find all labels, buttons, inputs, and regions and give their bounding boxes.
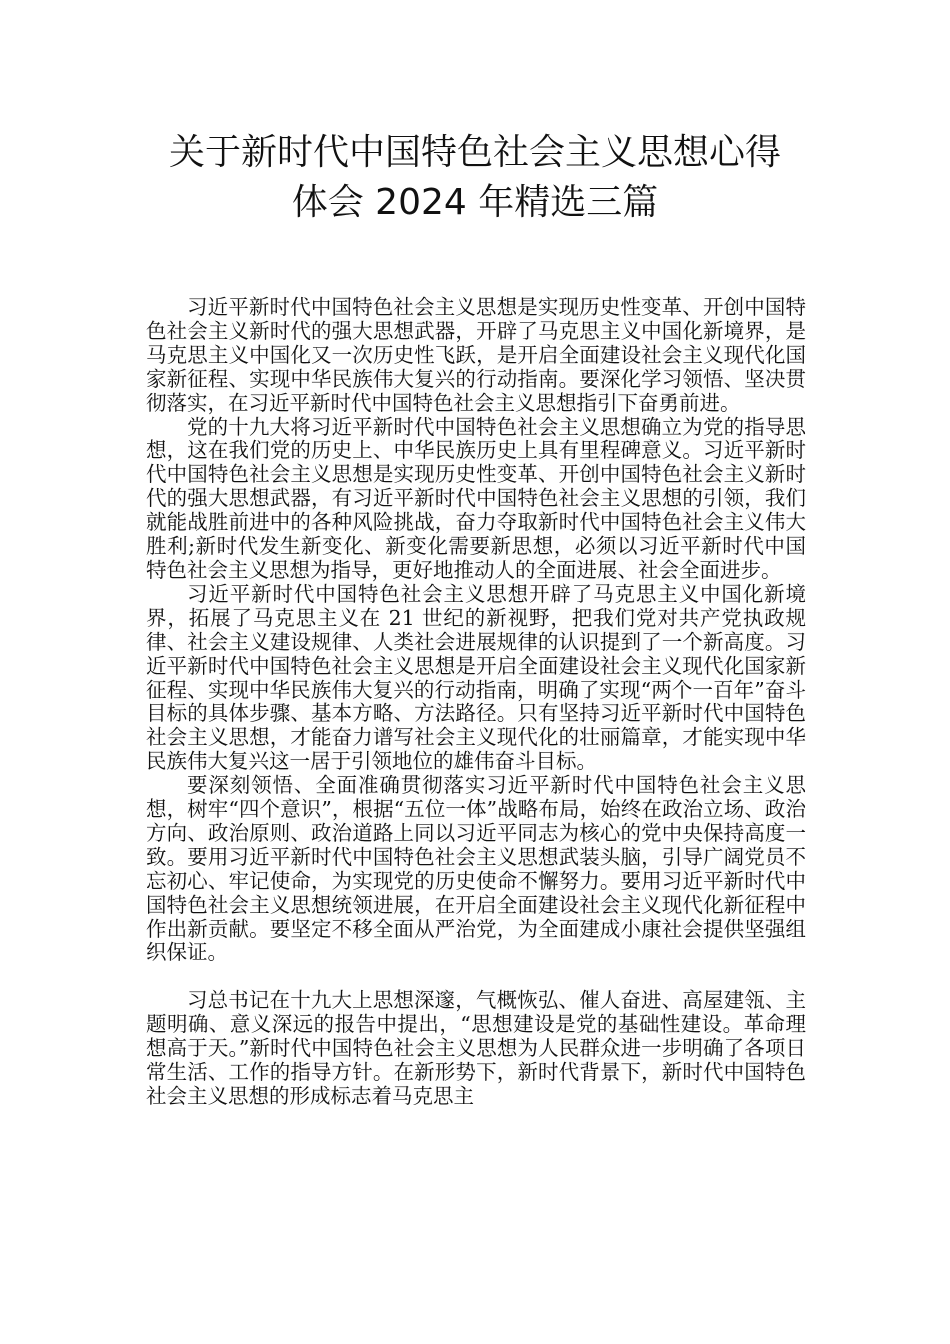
paragraph-3: 习近平新时代中国特色社会主义思想开辟了马克思主义中国化新境界，拓展了马克思主义在 21 世纪的新视野，把我们党对共产党执政规律、社会主义建设规律、人类社会进展规律的认识提到了一个新高度。习近平新时代中国特色社会主义思想是开启全面建设社会主义现代化国家新征程、实现中华民族伟大复兴的行动指南，明确了实现“两个一百年”奋斗目标的具体步骤、基本方略、方法路径。只有坚持习近平新时代中国特色社会主义思想，才能奋力谱写社会主义现代化的壮丽篇章，才能实现中华民族伟大复兴这一居于引领地位的雄伟奋斗目标。: [146, 581, 806, 774]
paragraph-2: 党的十九大将习近平新时代中国特色社会主义思想确立为党的指导思想，这在我们党的历史上、中华民族历史上具有里程碑意义。习近平新时代中国特色社会主义思想是实现历史性变革、开创中国特色社会主义新时代的强大思想武器，有习近平新时代中国特色社会主义思想的引领，我们就能战胜前进中的各种风险挑战，奋力夺取新时代中国特色社会主义伟大胜利;新时代发生新变化、新变化需要新思想，必须以习近平新时代中国特色社会主义思想为指导，更好地推动人的全面进展、社会全面进步。: [146, 414, 806, 582]
paragraph-5: 习总书记在十九大上思想深邃，气概恢弘、催人奋进、高屋建瓴、主题明确、意义深远的报告中提出，“思想建设是党的基础性建设。革命理想高于天。”新时代中国特色社会主义思想为人民群众进一步明确了各项日常生活、工作的指导方针。在新形势下，新时代背景下，新时代中国特色社会主义思想的形成标志着马克思主: [146, 988, 806, 1108]
document-title: [120, 128, 830, 228]
title-line-1: 关于新时代中国特色社会主义思想心得: [168, 132, 781, 173]
title-line-2: 体会 2024 年精选三篇: [291, 182, 659, 223]
paragraph-1: 习近平新时代中国特色社会主义思想是实现历史性变革、开创中国特色社会主义新时代的强大思想武器，开辟了马克思主义中国化新境界，是马克思主义中国化又一次历史性飞跃，是开启全面建设社会主义现代化国家新征程、实现中华民族伟大复兴的行动指南。要深化学习领悟、坚决贯彻落实，在习近平新时代中国特色社会主义思想指引下奋勇前进。: [146, 295, 806, 415]
paragraph-4: 要深刻领悟、全面准确贯彻落实习近平新时代中国特色社会主义思想，树牢“四个意识”，根据“五位一体”战略布局，始终在政治立场、政治方向、政治原则、政治道路上同以习近平同志为核心的党中央保持高度一致。要用习近平新时代中国特色社会主义思想武装头脑，引导广阔党员不忘初心、牢记使命，为实现党的历史使命不懈努力。要用习近平新时代中国特色社会主义思想统领进展，在开启全面建设社会主义现代化新征程中作出新贡献。要坚定不移全面从严治党，为全面建成小康社会提供坚强组织保证。: [146, 773, 806, 965]
document-body: [146, 296, 806, 1109]
